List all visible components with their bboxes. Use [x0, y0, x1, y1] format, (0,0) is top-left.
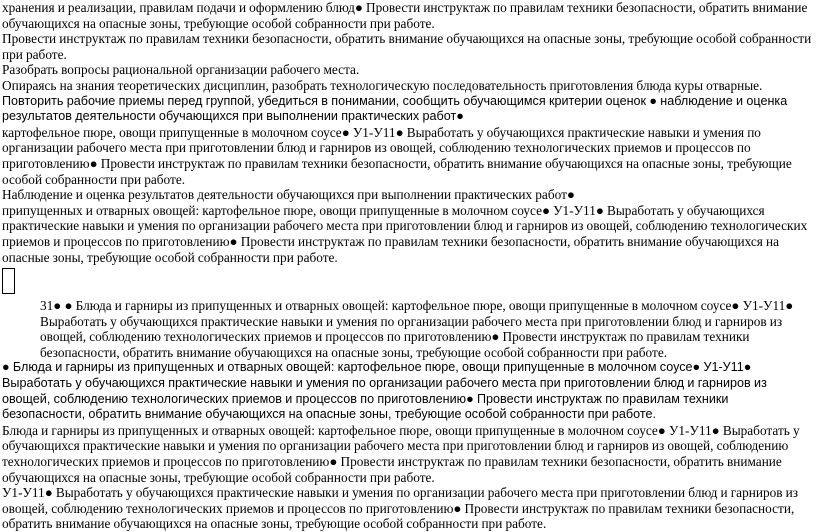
paragraph-workplace-organization: Разобрать вопросы рациональной организации рабочего места. — [2, 62, 360, 78]
paragraph-repeat-techniques: Повторить рабочие приемы перед группой, убедиться в понимании, сообщить обучающимся критерии оценок ● наблюдение и оценка результатов деятельности обучающихся при выполнении практических работ● — [2, 93, 788, 124]
paragraph-safety-briefing-continued: хранения и реализации, правилам подачи и оформлению блюд● Провести инструктаж по правилам техники безопасности, обратить внимание обучающихся на опасные зоны, требующие особой собранности при работе. — [2, 0, 808, 31]
paragraph-theory-sequence: Опираясь на знания теоретических дисциплин, разобрать технологическую последовательность приготовления блюда куры отварные. — [2, 77, 763, 93]
paragraph-skills-u1-u11: У1-У11● Выработать у обучающихся практические навыки и умения по организации рабочего места при приготовлении блюд и гарниров из овощей, соблюдению технологических приемов и процессов по приготовлению● Провести инструктаж по правилам техники безопасности, обратить внимание обучающихся на опасные зоны, требующие особой собранности при работе. — [2, 485, 799, 532]
paragraph-mashed-potatoes: картофельное пюре, овощи припущенные в молочном соусе● У1-У11● Выработать у обучающихся практические навыки и умения по организации рабочего места при приготовлении блюд и гарниров из овощей, соблюдению технологических приемов и процессов по приготовлению● Провести инструктаж по правилам техники безопасности, обратить внимание обучающихся на опасные зоны, требующие особой собранности при работе. — [2, 124, 792, 187]
paragraph-item-31: 31● ● Блюда и гарниры из припущенных и отварных овощей: картофельное пюре, овощи припущенные в молочном соусе● У1-У11● Выработать у обучающихся практические навыки и умения по организации рабочего места при приготовлении блюд и гарниров из овощей, соблюдению технологических приемов и процессов по приготовлению● Провести инструктаж по правилам техники безопасности, обратить внимание обучающихся на опасные зоны, требующие особой собранности при работе. — [40, 298, 794, 360]
paragraph-poached-vegetables: припущенных и отварных овощей: картофельное пюре, овощи припущенные в молочном соусе● У1-У11● Выработать у обучающихся практические навыки и умения по организации рабочего места при приготовлении блюд и гарниров из овощей, соблюдению технологических приемов и процессов по приготовлению● Провести инструктаж по правилам техники безопасности, обратить внимание обучающихся на опасные зоны, требующие особой собранности при работе. — [2, 202, 808, 265]
paragraph-dishes-garnishes-bullet: ● Блюда и гарниры из припущенных и отварных овощей: картофельное пюре, овощи припущенные в молочном соусе● У1-У11● Выработать у обучающихся практические навыки и умения по организации рабочего места при приготовлении блюд и гарниров из овощей, соблюдению технологических приемов и процессов по приготовлению● Провести инструктаж по правилам техники безопасности, обратить внимание обучающихся на опасные зоны, требующие особой собранности при работе. — [2, 360, 767, 422]
paragraph-dishes-garnishes: Блюда и гарниры из припущенных и отварных овощей: картофельное пюре, овощи припущенные в молочном соусе● У1-У11● Выработать у обучающихся практические навыки и умения по организации рабочего места при приготовлении блюд и гарниров из овощей, соблюдению технологических приемов и процессов по приготовлению● Провести инструктаж по правилам техники безопасности, обратить внимание обучающихся на опасные зоны, требующие особой собранности при работе. — [2, 422, 800, 485]
paragraph-observation-assessment: Наблюдение и оценка результатов деятельности обучающихся при выполнении практических работ● — [2, 187, 575, 203]
paragraph-safety-briefing: Провести инструктаж по правилам техники безопасности, обратить внимание обучающихся на опасные зоны, требующие особой собранности при работе. — [2, 31, 812, 62]
empty-checkbox-frame — [2, 268, 15, 294]
